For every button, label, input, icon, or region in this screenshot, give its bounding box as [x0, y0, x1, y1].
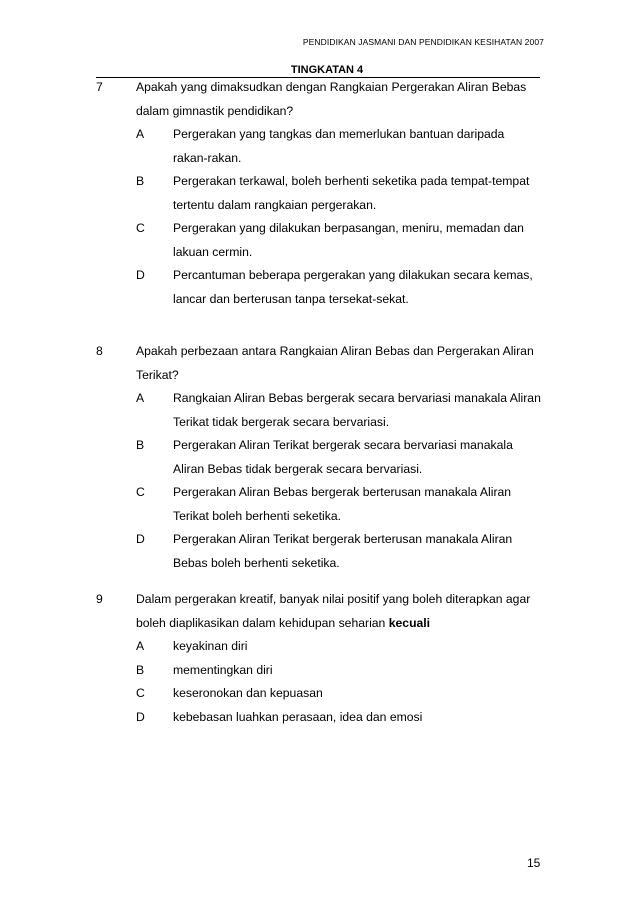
option-text: Rangkaian Aliran Bebas bergerak secara bervariasi manakala Aliran Terikat tidak bergerak secara bervariasi. [173, 391, 541, 429]
option-text: Pergerakan Aliran Terikat bergerak secara bervariasi manakala Aliran Bebas tidak bergerak secara bervariasi. [173, 438, 513, 476]
option-letter: C [136, 686, 145, 700]
option-a [136, 635, 556, 659]
level-heading-text: TINGKATAN 4 [290, 64, 364, 76]
running-header: PENDIDIKAN JASMANI DAN PENDIDIKAN KESIHATAN 2007 [302, 37, 544, 47]
option-a [136, 123, 556, 170]
question-number: 9 [96, 592, 103, 606]
question-8 [96, 340, 556, 575]
question-text: Apakah perbezaan antara Rangkaian Aliran Bebas dan Pergerakan Aliran Terikat? [136, 344, 534, 382]
question-7 [96, 76, 556, 311]
option-letter: A [136, 639, 145, 653]
option-letter: B [136, 438, 145, 452]
option-letter: C [136, 221, 145, 235]
option-b [136, 659, 556, 683]
option-letter: C [136, 485, 145, 499]
question-9 [96, 588, 556, 729]
option-letter: D [136, 532, 145, 546]
option-text: Pergerakan yang dilakukan berpasangan, meniru, memadan dan lakuan cermin. [173, 221, 524, 259]
option-letter: A [136, 391, 145, 405]
option-c [136, 481, 556, 528]
option-letter: A [136, 127, 145, 141]
option-text: Percantuman beberapa pergerakan yang dilakukan secara kemas, lancar dan berterusan tanpa tersekat-sekat. [173, 268, 533, 306]
option-text: Pergerakan yang tangkas dan memerlukan bantuan daripada rakan-rakan. [173, 127, 505, 165]
option-b [136, 170, 556, 217]
option-text: kebebasan luahkan perasaan, idea dan emosi [173, 709, 423, 724]
question-text-body: Dalam pergerakan kreatif, banyak nilai positif yang boleh diterapkan agar boleh diaplikasikan dalam kehidupan seharian [136, 592, 531, 630]
question-emphasis: kecuali [388, 615, 431, 630]
option-d [136, 528, 556, 575]
option-letter: B [136, 662, 145, 677]
option-b [136, 434, 556, 481]
option-letter: D [136, 268, 145, 282]
option-text: Pergerakan terkawal, boleh berhenti seketika pada tempat-tempat tertentu dalam rangkaian pergerakan. [173, 174, 530, 212]
question-number: 7 [96, 80, 103, 94]
option-d [136, 264, 556, 311]
option-text: keyakinan diri [173, 639, 248, 653]
option-text: Pergerakan Aliran Terikat bergerak berterusan manakala Aliran Bebas boleh berhenti seketika. [173, 532, 513, 570]
option-c [136, 682, 556, 706]
question-text [136, 588, 546, 635]
option-text: mementingkan diri [173, 662, 273, 677]
option-text: keseronokan dan kepuasan [173, 686, 323, 700]
level-heading [0, 64, 638, 76]
option-letter: B [136, 174, 145, 188]
question-number: 8 [96, 344, 103, 358]
option-a [136, 387, 556, 434]
question-text: Apakah yang dimaksudkan dengan Rangkaian Pergerakan Aliran Bebas dalam gimnastik pendidikan? [136, 80, 527, 118]
option-letter: D [136, 709, 145, 724]
page-number: 15 [527, 856, 541, 870]
option-c [136, 217, 556, 264]
option-d [136, 706, 556, 730]
option-text: Pergerakan Aliran Bebas bergerak berterusan manakala Aliran Terikat boleh berhenti seketika. [173, 485, 512, 523]
